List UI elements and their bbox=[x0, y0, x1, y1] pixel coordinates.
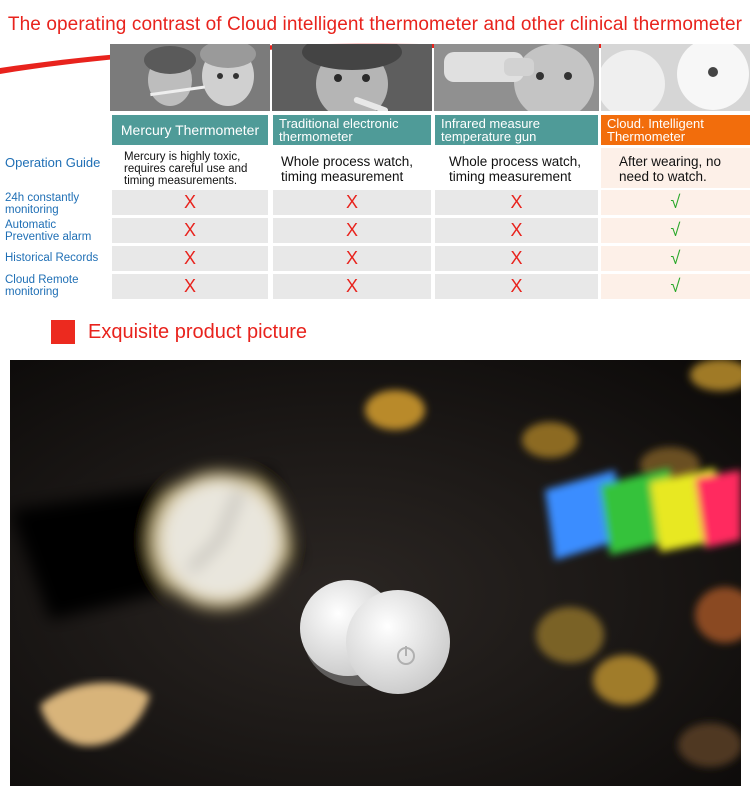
column-header-cloud: Cloud. Intelligent Thermometer bbox=[601, 115, 750, 145]
mark-history-infrared: X bbox=[435, 246, 598, 271]
mark-remote-infrared: X bbox=[435, 274, 598, 299]
page-title: The operating contrast of Cloud intelligent thermometer and other clinical thermometer bbox=[7, 14, 743, 35]
mark-alarm-infrared: X bbox=[435, 218, 598, 243]
electronic-thermometer-photo bbox=[272, 44, 432, 111]
section-title: Exquisite product picture bbox=[88, 321, 308, 343]
mark-history-cloud: √ bbox=[601, 246, 750, 271]
column-header-electronic: Traditional electronic thermometer bbox=[273, 115, 431, 145]
guide-cell-cloud: After wearing, no need to watch. bbox=[601, 148, 750, 188]
mark-24h-infrared: X bbox=[435, 190, 598, 215]
row-label-historical-records: Historical Records bbox=[5, 252, 99, 264]
mark-alarm-mercury: X bbox=[112, 218, 268, 243]
mark-alarm-cloud: √ bbox=[601, 218, 750, 243]
mark-24h-mercury: X bbox=[112, 190, 268, 215]
column-header-mercury: Mercury Thermometer bbox=[112, 115, 268, 145]
mark-history-electronic: X bbox=[273, 246, 431, 271]
mark-alarm-electronic: X bbox=[273, 218, 431, 243]
guide-cell-mercury: Mercury is highly toxic, requires careful use and timing measurements. bbox=[124, 151, 248, 187]
infrared-gun-photo bbox=[434, 44, 599, 111]
mark-history-mercury: X bbox=[112, 246, 268, 271]
mark-remote-mercury: X bbox=[112, 274, 268, 299]
row-label-operation-guide: Operation Guide bbox=[5, 155, 101, 170]
row-label-24h-monitoring: 24h constantly monitoring bbox=[5, 192, 80, 216]
product-photo bbox=[10, 360, 741, 786]
guide-cell-electronic: Whole process watch, timing measurement bbox=[281, 154, 414, 184]
row-label-preventive-alarm: Automatic Preventive alarm bbox=[5, 219, 92, 243]
cloud-thermometer-photo bbox=[601, 44, 750, 111]
mark-remote-cloud: √ bbox=[601, 274, 750, 299]
row-label-cloud-remote: Cloud Remote monitoring bbox=[5, 274, 79, 298]
mark-remote-electronic: X bbox=[273, 274, 431, 299]
guide-cell-infrared: Whole process watch, timing measurement bbox=[449, 154, 582, 184]
section-bullet-icon bbox=[51, 320, 75, 344]
column-header-infrared: Infrared measure temperature gun bbox=[435, 115, 598, 145]
mark-24h-cloud: √ bbox=[601, 190, 750, 215]
mercury-thermometer-photo bbox=[110, 44, 270, 111]
mark-24h-electronic: X bbox=[273, 190, 431, 215]
